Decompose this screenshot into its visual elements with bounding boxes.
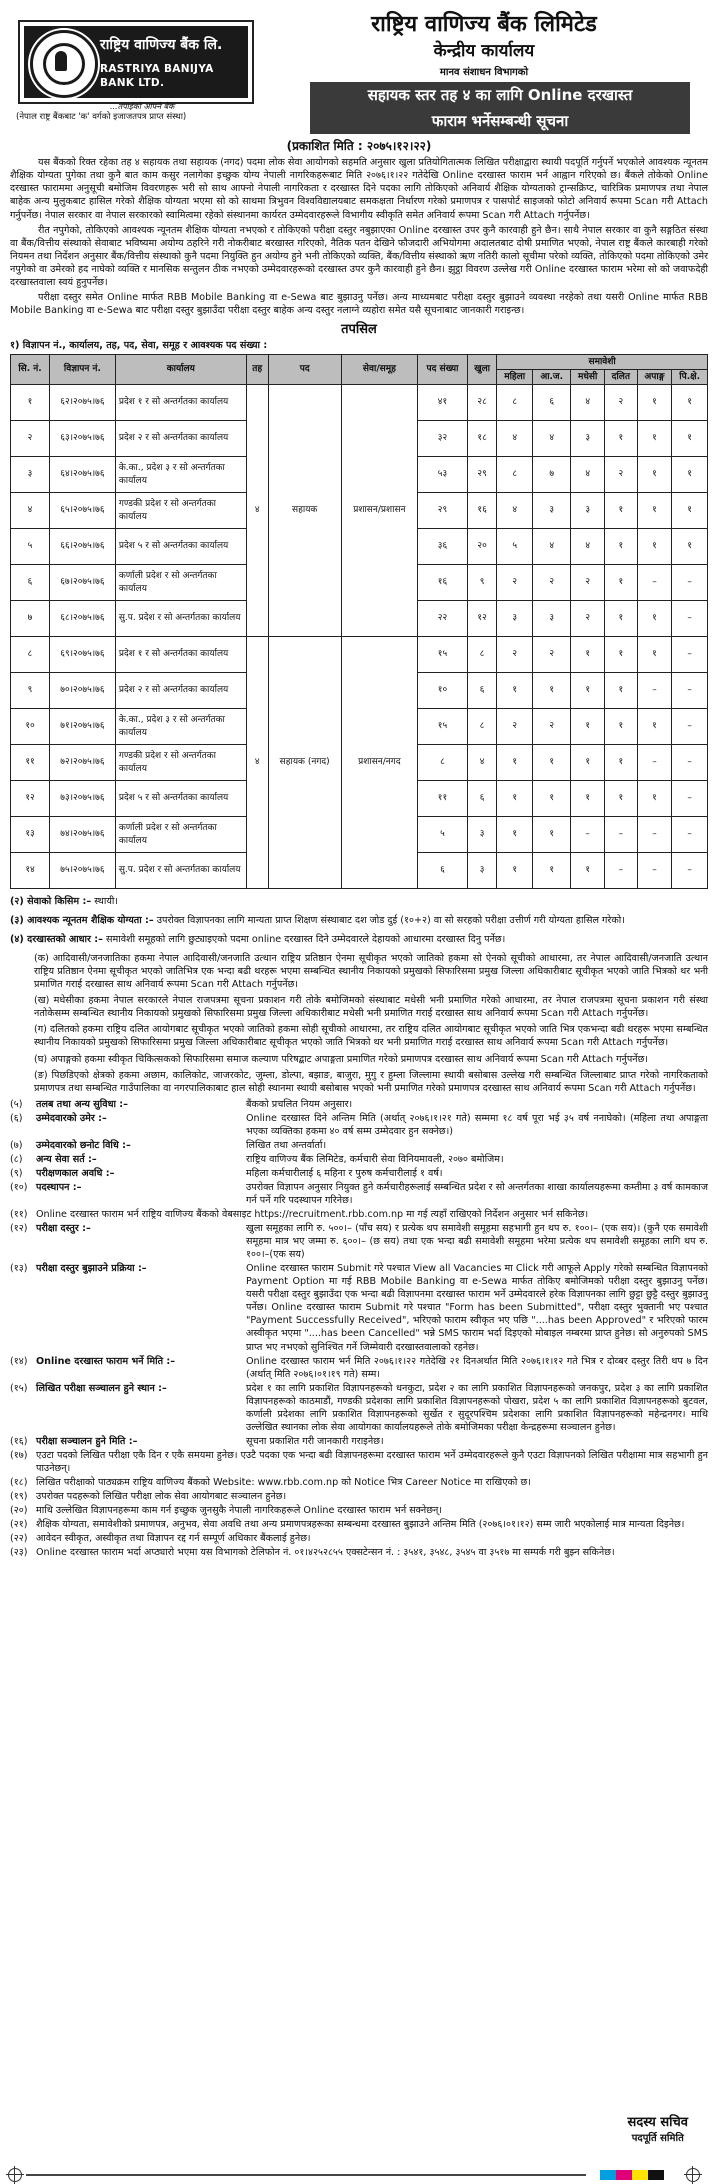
term-number: (१३)	[10, 1263, 28, 1275]
cell-total: १६	[417, 565, 467, 601]
notes-list	[10, 1449, 708, 1559]
cell-p: –	[672, 853, 708, 889]
note-text: माथि उल्लेखित विज्ञापनहरूमा काम गर्न इच्छुक जुनसुकै नेपाली नागरिकहरूले Online दरखास्त फाराम भर्न सक्नेछन्।	[36, 1505, 442, 1517]
registration-mark-icon	[686, 2168, 700, 2182]
cell-p: –	[672, 781, 708, 817]
bank-logo	[18, 20, 254, 104]
basis-ga: (ग) दलितको हकमा राष्ट्रिय दलित आयोगबाट सूचीकृत भएको जातिको हकमा सोही सूचीको आधारमा, तर राष्ट्रिय दलित आयोगबाट सूचीकृत भएको जाति भित्र एकभन्दा बढी थरहरू भएमा सम्बन्धित स्थानीय निकायको प्रमुखको सिफारिसमा प्रमुख जिल्ला अधिकारीबाट सूचीकृत भएको जाति भित्रको थर भनी प्रमाणित गराई दरखास्त साथ अनिवार्य रूपमा Scan गरी Attach गर्नुपर्नेछ।	[34, 1024, 708, 1049]
note-number: (२०)	[10, 1505, 28, 1517]
cell-office: प्रदेश २ र सो अन्तर्गतका कार्यालय	[115, 673, 246, 709]
cell-w: १	[497, 853, 533, 889]
term-item	[10, 1355, 708, 1381]
cell-total: ६	[417, 853, 467, 889]
cell-total: २९	[417, 493, 467, 529]
cell-p: –	[672, 709, 708, 745]
note-number: (१८)	[10, 1476, 28, 1488]
cell-d: १	[605, 709, 638, 745]
note-item	[10, 1518, 708, 1531]
col-inclusive: समावेशी	[497, 354, 708, 369]
cell-aj: ३	[533, 493, 571, 529]
cell-sn: ७	[11, 601, 50, 637]
term-label: अन्य सेवा सर्त :–	[36, 1153, 97, 1165]
cell-aj: १	[533, 781, 571, 817]
cell-adv-no: ६२।२०७५।७६	[50, 385, 116, 421]
cell-p: –	[672, 601, 708, 637]
col-service: सेवा/समूह	[341, 354, 417, 384]
term-number: (५)	[10, 1098, 23, 1110]
cell-m: १	[571, 637, 605, 673]
cell-d: २	[605, 457, 638, 493]
cell-sn: ३	[11, 457, 50, 493]
cell-office: प्रदेश १ र सो अन्तर्गतका कार्यालय	[115, 385, 246, 421]
print-color-bar	[0, 2170, 718, 2180]
table-row	[11, 385, 708, 421]
vacancy-table	[10, 354, 708, 889]
col-level: तह	[246, 354, 268, 384]
cell-office: प्रदेश १ र सो अन्तर्गतका कार्यालय	[115, 637, 246, 673]
cell-p: १	[672, 493, 708, 529]
cell-aj: ४	[533, 529, 571, 565]
department-title: मानव संशाधन विभागको	[439, 67, 529, 78]
cell-aj: २	[533, 565, 571, 601]
cell-open: २९	[467, 457, 496, 493]
cell-total: १०	[417, 673, 467, 709]
cell-w: १	[497, 817, 533, 853]
cell-m: ३	[571, 493, 605, 529]
cell-a: –	[637, 745, 672, 781]
term-number: (१०)	[10, 1181, 28, 1193]
cell-m: २	[571, 565, 605, 601]
cell-d: १	[605, 781, 638, 817]
cell-sn: ४	[11, 493, 50, 529]
cell-sn: २	[11, 421, 50, 457]
cell-m: ४	[571, 385, 605, 421]
cell-w: ४	[497, 493, 533, 529]
bank-name-np: राष्ट्रिय वाणिज्य बैंक लि.	[100, 37, 223, 53]
cell-open: ३	[467, 817, 496, 853]
term-item	[10, 1262, 708, 1353]
cell-a: –	[637, 565, 672, 601]
cell-d: १	[605, 745, 638, 781]
cell-m: –	[571, 817, 605, 853]
term-label: लिखित परीक्षा सञ्चालन हुने स्थान :–	[36, 1382, 167, 1394]
term-value: बैंकको प्रचलित नियम अनुसार।	[246, 1098, 353, 1110]
cell-total: ११	[417, 781, 467, 817]
col-backward: पि.क्षे.	[672, 369, 708, 384]
cell-open: १२	[467, 601, 496, 637]
cell-m: ४	[571, 457, 605, 493]
col-madhesi: मधेसी	[571, 369, 605, 384]
cell-w: ४	[497, 421, 533, 457]
term-value: महिला कर्मचारीलाई ६ महिना र पुरुष कर्मचारीलाई १ वर्ष।	[246, 1167, 443, 1179]
notice-page	[10, 6, 708, 2166]
cell-p: १	[672, 385, 708, 421]
cell-adv-no: ७०।२०७५।७६	[50, 673, 116, 709]
cell-m: १	[571, 709, 605, 745]
term-label: तलब तथा अन्य सुविधा :–	[36, 1098, 128, 1110]
term-label: परीक्षणकाल अवधि :–	[36, 1167, 115, 1179]
cell-a: १	[637, 421, 672, 457]
note-text: शैक्षिक योग्यता, समावेशीको प्रमाणपत्र, अनुभव, सेवा अवधि तथा अन्य प्रमाणपत्रहरूका सम्बन्धमा दरखास्त बुझाउने अन्तिम मिति (२०७६।०१।१२) सम्म जारी भएकोलाई मात्र मान्यता दिइनेछ।	[36, 1519, 685, 1531]
cell-sn: १	[11, 385, 50, 421]
cell-aj: २	[533, 709, 571, 745]
cell-office: के.का., प्रदेश ३ र सो अन्तर्गतका कार्यालय	[115, 709, 246, 745]
cell-a: १	[637, 601, 672, 637]
published-date: (प्रकाशित मिति : २०७५।१२।२२)	[286, 139, 432, 153]
cell-w: २	[497, 565, 533, 601]
cell-aj: ७	[533, 457, 571, 493]
cell-adv-no: ६६।२०७५।७६	[50, 529, 116, 565]
term-number: (१५)	[10, 1382, 28, 1394]
table-row	[11, 637, 708, 673]
cell-total: ५	[417, 817, 467, 853]
cell-adv-no: ७५।२०७५।७६	[50, 853, 116, 889]
cell-total: १५	[417, 709, 467, 745]
cell-p: –	[672, 673, 708, 709]
cell-open: ९	[467, 565, 496, 601]
cell-w: १	[497, 781, 533, 817]
cell-adv-no: ६९।२०७५।७६	[50, 637, 116, 673]
office-title: केन्द्रीय कार्यालय	[433, 41, 535, 61]
cell-p: –	[672, 565, 708, 601]
cell-a: १	[637, 709, 672, 745]
note-text: आवेदन स्वीकृत, अस्वीकृत तथा विज्ञापन रद्द गर्न सम्पूर्ण अधिकार बैंकलाई हुनेछ।	[36, 1533, 311, 1545]
bank-name-en: RASTRIYA BANIJYA BANK LTD.	[100, 63, 214, 90]
cell-total: २२	[417, 601, 467, 637]
cell-adv-no: ६५।२०७५।७६	[50, 493, 116, 529]
cell-m: ४	[571, 529, 605, 565]
cell-open: ६	[467, 781, 496, 817]
term-number: (१६)	[10, 1435, 28, 1447]
notice-title: राष्ट्रिय वाणिज्य बैंक लिमिटेड	[371, 12, 597, 37]
cell-d: १	[605, 565, 638, 601]
cell-office: गण्डकी प्रदेश र सो अन्तर्गतका कार्यालय	[115, 493, 246, 529]
cell-open: १६	[467, 493, 496, 529]
cell-a: –	[637, 853, 672, 889]
cell-open: ४	[467, 745, 496, 781]
registration-mark-icon	[8, 2168, 22, 2182]
col-aj: आ.ज.	[533, 369, 571, 384]
cell-a: १	[637, 781, 672, 817]
term-value: प्रदेश १ का लागि प्रकाशित विज्ञापनहरूको धनकुटा, प्रदेश २ का लागि प्रकाशित विज्ञापनहरूको जनकपुर, प्रदेश ३ का लागि प्रकाशित विज्ञापनहरूको काठमाडौं, गण्डकी प्रदेशका लागि प्रकाशित विज्ञापनहरूको पोखरा, प्रदेश ५ का लागि प्रकाशित विज्ञापनहरूको बुटवल, कर्णाली प्रदेशका लागि प्रकाशित विज्ञापनहरूको सुर्खेत र सुदूरपश्चिम प्रदेशका लागि प्रकाशित विज्ञापनहरूको महेन्द्रनगर। माथि उल्लेखित स्थानका लोक सेवा आयोगका कार्यालयहरूले तोके बमोजिमका परीक्षा केन्द्रहरूमा सञ्चालन हुनेछ।	[246, 1382, 708, 1433]
cell-p: –	[672, 745, 708, 781]
cell-d: –	[605, 853, 638, 889]
cell-w: ३	[497, 601, 533, 637]
term-value: Online दरखास्त फाराम Submit गरे पश्चात View all Vacancies मा Click गरी आफूले Apply गरेको सम्बन्धित विज्ञापनको Payment Option मा गई RBB Mobile Banking वा e-Sewa मार्फत तोकिए बमोजिमको परीक्षा दस्तुर बुझाउनु पर्नेछ। यसरी परीक्षा दस्तुर बुझाउँदा एक भन्दा बढी विज्ञापनमा दरखास्त फाराम भर्ने उम्मेदवारले हरेक विज्ञापनका लागि छुट्टा छुट्टै दस्तुर बुझाउनु पर्नेछ। Online दरखास्त फाराम Submit गरे पश्चात "Form has been Submitted", परीक्षा दस्तुर भुक्तानी भए पश्चात "Payment Successfully Received", भरिएको फाराम स्वीकृत भए पछि "....has been Approved" र भरिएको फारम अस्वीकृत भएमा "....has been Cancelled" भन्ने SMS फाराम भर्दा दिइएको मोबाइल नम्बरमा प्राप्त हुनेछ। सो अनुरुपको SMS प्राप्त भए नभएको सुनिश्चित गर्ने जिम्मेवारी दरखास्तवालाको रहनेछ।	[246, 1263, 708, 1353]
term-value: खुला समूहका लागि रु. ५००।– (पाँच सय) र प्रत्येक थप समावेशी समूहमा सहभागी हुन थप रु. १००।– (एक सय)। (कुनै एक समावेशी समूहमा मात्र भए जम्मा रु. ६००।– (छ सय) तथा एक भन्दा बढी समावेशी समूहमा भरेमा प्रत्येक थप समावेशी समूहका लागि थप रु. १००।–(एक सय)	[246, 1223, 708, 1261]
term-value: Online दरखास्त दिने अन्तिम मिति (अर्थात् २०७६।१।२१ गते) सम्ममा १८ वर्ष पूरा भई ३५ वर्ष ननाघेको। (महिला तथा अपाङ्गता भएका व्यक्तिका हकमा ४० वर्ष सम्म उम्मेदवार हुन सक्नेछ।)	[246, 1112, 708, 1137]
table-caption: १) विज्ञापन नं., कार्यालय, तह, पद, सेवा, समूह र आवश्यक पद संख्या :	[10, 339, 268, 351]
term-value: Online दरखास्त फाराम भर्न मिति २०७६।१।२२ गतेदेखि २१ दिनअर्थात मिति २०७६।१।१२ गते भित्र र दोव्बर दस्तुर तिरी थप ७ दिन (अर्थात् मिति २०७६।०१।१९ गते) सम्म।	[246, 1355, 708, 1380]
term-item	[10, 1208, 708, 1221]
col-adv-no: विज्ञापन नं.	[50, 354, 116, 384]
basis-gha: (घ) अपाङ्गको हकमा स्वीकृत चिकित्सकको सिफारिसमा समाज कल्याण परिषद्बाट अपाङ्गता प्रमाणित गरेको प्रमाणपत्र दरखास्त साथ अनिवार्य रूपमा Scan गरी Attach गर्नुपर्नेछ।	[34, 1053, 648, 1065]
term-item	[10, 1153, 708, 1166]
cell-open: २८	[467, 385, 496, 421]
term-number: (७)	[10, 1139, 23, 1151]
cell-sn: १०	[11, 709, 50, 745]
cell-w: २	[497, 709, 533, 745]
cell-p: १	[672, 457, 708, 493]
cell-aj: ३	[533, 601, 571, 637]
cell-total: ५३	[417, 457, 467, 493]
cell-sn: ५	[11, 529, 50, 565]
cell-sn: ८	[11, 637, 50, 673]
cell-a: १	[637, 457, 672, 493]
term-item	[10, 1098, 708, 1111]
note-text: एउटा पदको लिखित परीक्षा एकै दिन र एकै समयमा हुनेछ। एउटै पदका एक भन्दा बढी विज्ञापनहरूमा दरखास्त फाराम भर्ने उम्मेदवारहरूले कुनै एउटा विज्ञापनको लिखित परीक्षामा मात्र सहभागी हुन पाउनेछन्।	[36, 1449, 708, 1474]
cell-m: १	[571, 853, 605, 889]
cell-office: के.का., प्रदेश ३ र सो अन्तर्गतका कार्यालय	[115, 457, 246, 493]
signature-subtitle: पदपूर्ति समिति	[631, 2132, 684, 2144]
cell-m: १	[571, 781, 605, 817]
term-item	[10, 1382, 708, 1434]
term-number: (९)	[10, 1167, 23, 1179]
col-women: महिला	[497, 369, 533, 384]
cell-d: १	[605, 529, 638, 565]
col-total: पद संख्या	[417, 354, 467, 384]
cell-d: १	[605, 421, 638, 457]
note-number: (२२)	[10, 1533, 28, 1545]
cell-sn: १४	[11, 853, 50, 889]
cell-p: १	[672, 529, 708, 565]
notice-header	[10, 6, 708, 130]
cell-adv-no: ७१।२०७५।७६	[50, 709, 116, 745]
cell-adv-no: ७२।२०७५।७६	[50, 745, 116, 781]
cell-open: २०	[467, 529, 496, 565]
term-label: Online दरखास्त फाराम भर्ने मिति :–	[36, 1355, 176, 1367]
term-number: (८)	[10, 1153, 23, 1165]
service-type	[10, 895, 708, 908]
note-text: Online दरखास्त फाराम भर्दा अप्ठ्यारो भएमा यस विभागको टेलिफोन नं. ०१।४२५२८५५ एक्सटेन्सन नं. : ३५४१, ३५४८, ३५४५ वा ३५१७ मा सम्पर्क गरी बुझ्न सकिनेछ।	[36, 1547, 615, 1559]
term-value: राष्ट्रिय वाणिज्य बैंक लिमिटेड, कर्मचारी सेवा विनियमावली, २०७० बमोजिम।	[246, 1153, 504, 1165]
cell-adv-no: ७३।२०७५।७६	[50, 781, 116, 817]
cell-w: ८	[497, 385, 533, 421]
term-item	[10, 1139, 708, 1152]
term-item	[10, 1435, 708, 1448]
cell-office: प्रदेश ५ र सो अन्तर्गतका कार्यालय	[115, 781, 246, 817]
intro-paragraph: यस बैंकको रिक्त रहेका तह ४ सहायक तथा सहायक (नगद) पदमा लोक सेवा आयोगको सहमति अनुसार खुला प्रतियोगितात्मक लिखित परीक्षाद्वारा स्थायी पदपूर्ति गर्नुपर्ने भएकोले आवश्यक न्यूनतम शैक्षिक योग्यता पुगेका तथा कुनै बात काम कसुर नलागेका इच्छुक योग्य नेपाली नागरिकहरूबाट मिति २०७६।१।२२ गतेदेखि Online दरखास्त फाराम भर्न आह्वान गरिएको छ। बैंकले तोकेको Online दरखास्त फाराममा अनुसूची बमोजिम विवरणहरू भरी सो साथ आफ्नो नेपाली नागरिकता र दरखास्त दिने पदका लागि तोकिएको अनिवार्य शैक्षिक योग्यताको ट्रान्सक्रिप्ट, चारित्रिक प्रमाणपत्र तथा नेपाल बाहेक अन्य मुलुकबाट हासिल गरेको शैक्षिक योग्यता भएमा सो को साथमा त्रिभुवन विश्वविद्यालयबाट समकक्षता निर्धारण गरेको प्रमाणपत्र र पासपोर्ट साइजको फोटो अनिवार्य रूपमा Scan गरी Attach गर्नुपर्नेछ। नेपाल सरकार वा नेपाल सरकारको स्वामित्वमा रहेको संस्थानमा कार्यरत उम्मेदवारहरूले विभागीय स्वीकृति समेत अनिवार्य रूपमा Scan गरी Attach गर्नुपर्नेछ।	[10, 157, 708, 221]
cell-d: –	[605, 817, 638, 853]
cell-open: ६	[467, 673, 496, 709]
cell-sn: १३	[11, 817, 50, 853]
term-item	[10, 1167, 708, 1180]
cell-w: २	[497, 637, 533, 673]
notice-banner	[310, 82, 690, 134]
term-number: (११)	[10, 1209, 28, 1221]
cell-adv-no: ६८।२०७५।७६	[50, 601, 116, 637]
basis-nga: (ङ) पिछडिएको क्षेत्रको हकमा अछाम, कालिकोट, जाजरकोट, जुम्ला, डोल्पा, बझाङ, बाजुरा, मुगु र हुम्ला जिल्लामा स्थायी बसोबास उल्लेख गरी सम्बन्धित जिल्लाबाट प्राप्त गरेको नागरिकताको प्रमाणपत्र तथा सम्बन्धित गाउँपालिका वा नगरपालिकाबाट हाल सोही स्थानमा स्थायी बसोबास भएको भनी प्रमाणित गरेको प्रमाणपत्र दरखास्त साथ अनिवार्य रूपमा Scan गरी Attach गर्नुपर्नेछ।	[34, 1069, 708, 1094]
application-basis-label: (४) दरखास्तको आधार :–	[10, 934, 103, 946]
cell-office: प्रदेश ५ र सो अन्तर्गतका कार्यालय	[115, 529, 246, 565]
bank-tagline: ...तपाईंको आफ्नै बैंक	[110, 102, 175, 111]
cell-aj: ४	[533, 421, 571, 457]
term-value: लिखित तथा अन्तर्वार्ता।	[246, 1139, 327, 1151]
signature-block	[628, 2114, 688, 2145]
cell-post: सहायक	[268, 385, 341, 637]
col-disabled: अपाङ्ग	[637, 369, 672, 384]
cell-sn: १२	[11, 781, 50, 817]
col-dalit: दलित	[605, 369, 638, 384]
col-open: खुला	[467, 354, 496, 384]
cell-w: १	[497, 745, 533, 781]
cell-open: ३	[467, 853, 496, 889]
cell-open: १८	[467, 421, 496, 457]
cell-total: ३२	[417, 421, 467, 457]
banner-line-2: फाराम भर्नेसम्बन्धी सूचना	[431, 112, 569, 130]
cell-service: प्रशासन/प्रशासन	[341, 385, 417, 637]
cell-open: ८	[467, 709, 496, 745]
cell-office: प्रदेश २ र सो अन्तर्गतका कार्यालय	[115, 421, 246, 457]
cell-p: १	[672, 421, 708, 457]
cell-d: १	[605, 601, 638, 637]
cell-service: प्रशासन/नगद	[341, 637, 417, 889]
cell-d: १	[605, 493, 638, 529]
cell-w: ५	[497, 529, 533, 565]
term-number: (६)	[10, 1112, 23, 1124]
col-post: पद	[268, 354, 341, 384]
term-label: परीक्षा दस्तुर :–	[36, 1223, 91, 1235]
cell-d: १	[605, 673, 638, 709]
cell-a: १	[637, 529, 672, 565]
cell-office: सु.प. प्रदेश र सो अन्तर्गतका कार्यालय	[115, 601, 246, 637]
terms-list	[10, 1098, 708, 1448]
application-basis	[10, 933, 708, 946]
cell-m: १	[571, 745, 605, 781]
cell-adv-no: ६३।२०७५।७६	[50, 421, 116, 457]
note-item	[10, 1490, 708, 1503]
intro-paragraph: रीत नपुगेको, तोकिएको आवश्यक न्यूनतम शैक्षिक योग्यता नभएको र तोकिएको परीक्षा दस्तुर नबुझाएका Online दरखास्त उपर कुनै कारवाही हुने छैन। साथै नेपाल सरकार वा कुनै सङ्गठित संस्था वा बैंक/वित्तीय संस्थाको सेवाबाट भविष्यमा अयोग्य ठहरिने गरी नोकरीबाट बरखास्त गरिएको, नैतिक पतन देखिने फौजदारी अभियोगमा अदालतबाट दोषी प्रमाणित भएको, नेपाल राष्ट्र बैंकले कारबाही गरेको नियमन तथा निर्देशन अनुसार बैंक/वित्तीय संस्थाको कुनै पदमा नियुक्ति हुन अयोग्य हुने भनी तोकिएको व्यक्ति, बैंक/वित्तीय संस्थाको ऋण नतिरी कालो सूचीमा परेको व्यक्ति, तोकिएको पदमा तोकिएको उमेर नपुगेको वा उमेरको हद नाघेको व्यक्ति र मानसिक सन्तुलन ठीक नभएको उम्मेदवारहरूको दरखास्त उपर कुनै कारवाही हुने छैन। झुट्ठा विवरण उल्लेख गरी Online दरखास्त फाराम भरेमा सो को जवाफदेही दरखास्तवाला स्वयं हुनुपर्नेछ।	[10, 224, 708, 288]
cell-office: कर्णाली प्रदेश र सो अन्तर्गतका कार्यालय	[115, 817, 246, 853]
cell-aj: १	[533, 745, 571, 781]
intro-paragraph: परीक्षा दस्तुर समेत Online मार्फत RBB Mobile Banking वा e-Sewa बाट बुझाउनु पर्नेछ। अन्य माध्यमबाट परीक्षा दस्तुर बुझाउने व्यवस्था नरहेको तथा यसरी Online मार्फत RBB Mobile Banking वा e-Sewa बाट परीक्षा दस्तुर बुझाउँदा परीक्षा दस्तुर बाहेक अन्य दस्तुर नलाग्ने व्यहोरा समेत यसै सूचनाबाट जानकारी गराइन्छ।	[10, 291, 708, 316]
cell-aj: १	[533, 853, 571, 889]
term-label: उम्मेदवारको उमेर :–	[36, 1112, 107, 1124]
cell-level: ४	[246, 385, 268, 637]
service-type-value: स्थायी।	[94, 896, 119, 908]
cell-open: ८	[467, 637, 496, 673]
application-basis-value: समावेशी समूहको लागि छुट्याइएको पदमा online दरखास्त दिने उम्मेदवारले देहायको आधारमा दरखास्त दिनु पर्नेछ।	[106, 934, 506, 946]
term-label: परीक्षा दस्तुर बुझाउने प्रक्रिया :–	[36, 1263, 147, 1275]
cell-office: कर्णाली प्रदेश र सो अन्तर्गतका कार्यालय	[115, 565, 246, 601]
cell-a: १	[637, 493, 672, 529]
cell-m: ३	[571, 421, 605, 457]
cell-sn: ११	[11, 745, 50, 781]
min-qualification	[10, 914, 708, 927]
tapsil-heading: तपसिल	[341, 321, 377, 337]
min-qualification-value: उपरोक्त विज्ञापनका लागि मान्यता प्राप्त शिक्षण संस्थाबाट दश जोड दुई (१०+२) वा सो सरहको परीक्षा उत्तीर्ण गरी योग्यता हासिल गरेको।	[156, 915, 625, 927]
banner-line-1: सहायक स्तर तह ४ का लागि Online दरखास्त	[367, 86, 633, 104]
cell-p: –	[672, 637, 708, 673]
cell-office: गण्डकी प्रदेश र सो अन्तर्गतका कार्यालय	[115, 745, 246, 781]
cell-total: ४१	[417, 385, 467, 421]
term-label: उम्मेदवारको छनोट विधि :–	[36, 1139, 131, 1151]
cell-w: ८	[497, 457, 533, 493]
cell-d: २	[605, 385, 638, 421]
term-value: सूचना प्रकाशित गरी जानकारी गराइनेछ।	[246, 1435, 384, 1447]
term-number: (१४)	[10, 1355, 28, 1367]
cell-total: १५	[417, 637, 467, 673]
note-text: उपरोक्त पदहरूको लिखित परीक्षा लोक सेवा आयोगबाट सञ्चालन हुनेछ।	[36, 1491, 287, 1503]
col-office: कार्यालय	[115, 354, 246, 384]
note-number: (१७)	[10, 1449, 28, 1461]
term-item	[10, 1222, 708, 1261]
basis-ka: (क) आदिवासी/जनजातिका हकमा नेपाल आदिवासी/जनजाति उत्थान राष्ट्रिय प्रतिष्ठान ऐनमा सूचीकृत भएको जातिको हकमा सो ऐनको सूचीको आधारमा, तर नेपाल आदिवासी/जनजाति उत्थान राष्ट्रिय प्रतिष्ठान ऐनमा सूचीकृत भएको जातिभित्र एक भन्दा बढी थरहरू भएमा सम्बन्धित स्थानीय निकायको प्रमुखको सिफारिसमा प्रमुख जिल्ला अधिकारीबाट सूचीकृत भएको जाति भित्रको थर भनी प्रमाणित गराई दरखास्त साथ अनिवार्य रूपमा Scan गरी Attach गर्नुपर्नेछ।	[34, 953, 708, 991]
cell-aj: १	[533, 673, 571, 709]
col-sn: सि. नं.	[11, 354, 50, 384]
cell-adv-no: ६४।२०७५।७६	[50, 457, 116, 493]
cell-m: १	[571, 673, 605, 709]
cell-a: १	[637, 637, 672, 673]
bank-seal-icon	[30, 30, 98, 98]
note-text: लिखित परीक्षाको पाठ्यक्रम राष्ट्रिय वाणिज्य बैंकको Website: www.rbb.com.np को Notice भित्र Career Notice मा राखिएको छ।	[36, 1476, 531, 1488]
note-number: (२३)	[10, 1547, 28, 1559]
min-qualification-label: (३) आवश्यक न्यूनतम शैक्षिक योग्यता :–	[10, 915, 154, 927]
cell-adv-no: ६७।२०७५।७६	[50, 565, 116, 601]
cell-a: –	[637, 817, 672, 853]
term-number: (१२)	[10, 1223, 28, 1235]
note-item	[10, 1449, 708, 1475]
cell-level: ४	[246, 637, 268, 889]
license-note: (नेपाल राष्ट्र बैंकबाट 'क' वर्गको इजाजतपत्र प्राप्त संस्था)	[16, 112, 187, 122]
note-item	[10, 1476, 708, 1489]
note-item	[10, 1532, 708, 1545]
term-item	[10, 1112, 708, 1138]
cell-sn: ९	[11, 673, 50, 709]
cell-aj: १	[533, 817, 571, 853]
cell-w: १	[497, 673, 533, 709]
cell-a: १	[637, 385, 672, 421]
cell-a: –	[637, 673, 672, 709]
cell-post: सहायक (नगद)	[268, 637, 341, 889]
cell-aj: ६	[533, 385, 571, 421]
term-item	[10, 1181, 708, 1207]
cell-m: २	[571, 601, 605, 637]
cell-d: १	[605, 637, 638, 673]
note-item	[10, 1504, 708, 1517]
cell-aj: २	[533, 637, 571, 673]
cell-office: सु.प. प्रदेश र सो अन्तर्गतका कार्यालय	[115, 853, 246, 889]
basis-kha: (ख) मधेसीका हकमा नेपाल सरकारले नेपाल राजपत्रमा सूचना प्रकाशन गरी तोके बमोजिमको संस्थाबाट मधेसी भनी प्रमाणित गरेको आधारमा, तर नेपाल राजपत्रमा सूचना प्रकाशन गरी संस्था नतोकेसम्म सम्बन्धित स्थानीय निकायको प्रमुखको सिफारिसमा प्रमुख जिल्ला अधिकारीबाट मधेसी भनी प्रमाणित गराई दरखास्त साथ अनिवार्य रूपमा Scan गरी Attach गर्नुपर्नेछ।	[34, 995, 708, 1020]
note-number: (२१)	[10, 1519, 28, 1531]
term-label: पदस्थापन :–	[36, 1181, 82, 1193]
cell-total: ३६	[417, 529, 467, 565]
cell-p: –	[672, 817, 708, 853]
term-value: उपरोक्त विज्ञापन अनुसार नियुक्त हुने कर्मचारीहरूलाई सम्बन्धित प्रदेश र सो अन्तर्गतका शाखा कार्यालयहरूमा कम्तीमा ३ वर्ष कामकाज गर्न पर्ने गरि पदस्थापन गरिनेछ।	[246, 1181, 708, 1206]
cell-total: ८	[417, 745, 467, 781]
cell-adv-no: ७४।२०७५।७६	[50, 817, 116, 853]
note-item	[10, 1546, 708, 1559]
signature-title: सदस्य सचिव	[627, 2115, 688, 2130]
term-value: Online दरखास्त फाराम भर्न राष्ट्रिय वाणिज्य बैंकको वेबसाइट https://recruitment.rbb.com.np मा गई त्यहाँ राखिएको निर्देशन अनुसार भर्न सकिनेछ।	[36, 1209, 589, 1221]
term-label: परीक्षा सञ्चालन हुने मिति :–	[36, 1435, 138, 1447]
service-type-label: (२) सेवाको किसिम :–	[10, 896, 92, 908]
cell-sn: ६	[11, 565, 50, 601]
note-number: (१९)	[10, 1491, 28, 1503]
